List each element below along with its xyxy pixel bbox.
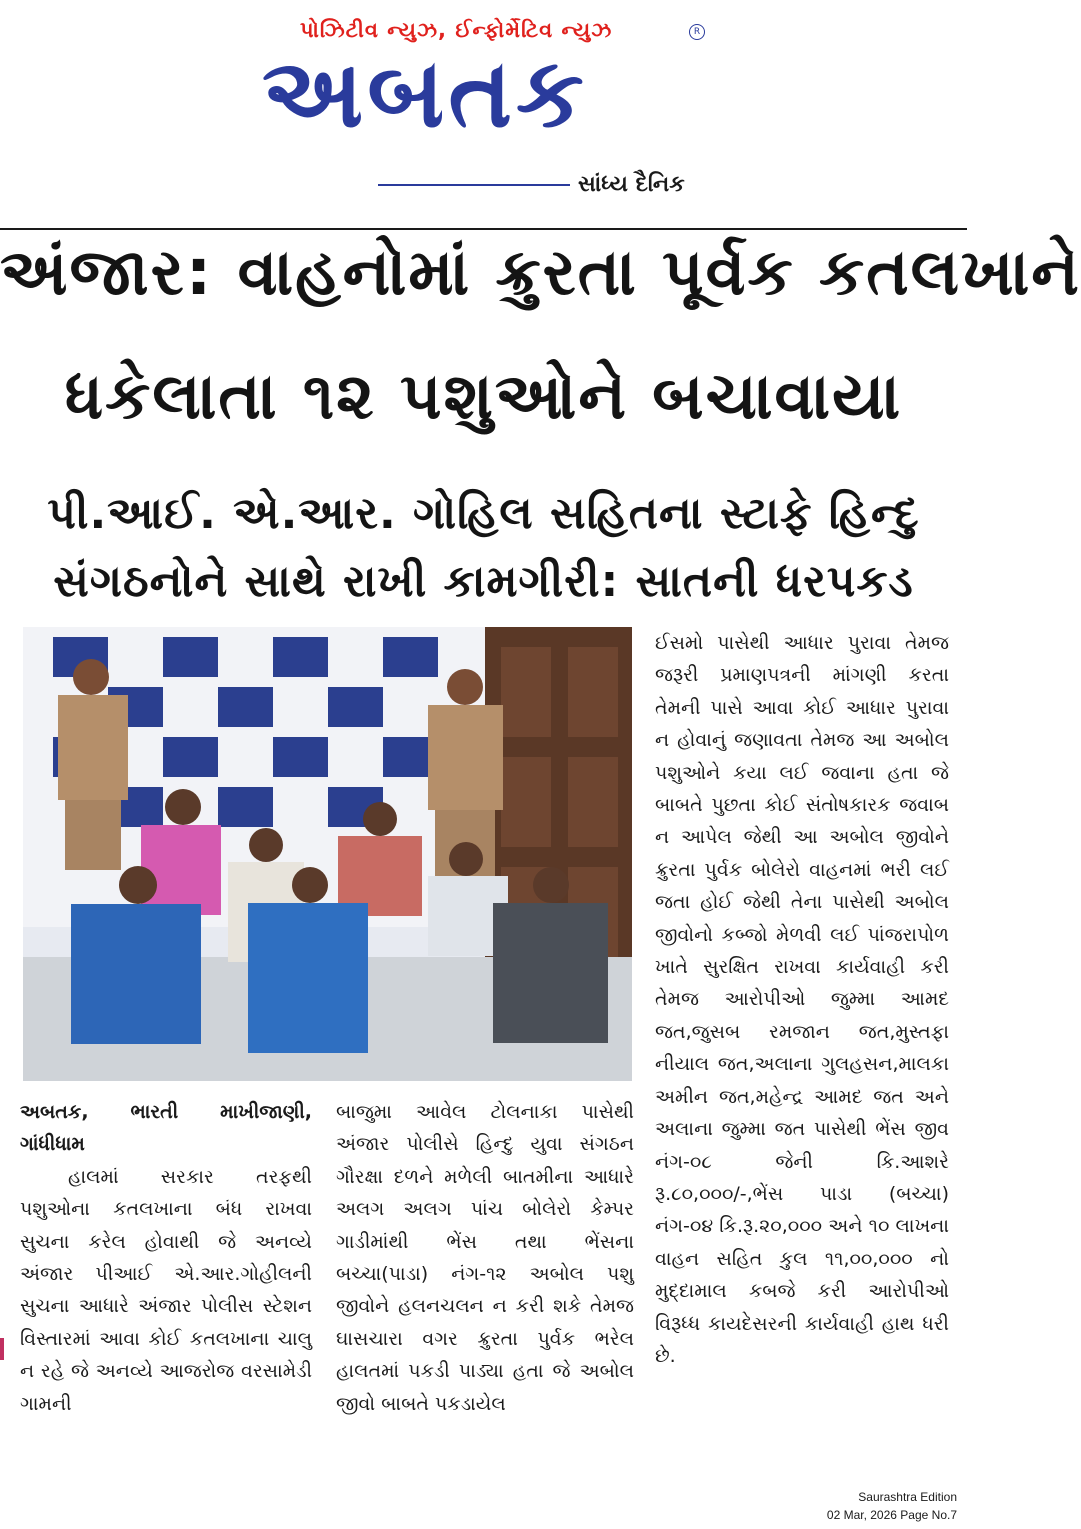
edge-mark (0, 1338, 4, 1360)
date-page-label: 02 Mar, 2026 Page No.7 (826, 1508, 957, 1522)
subhead-line-2: સંગઠનોને સાથે રાખી કામગીરી: સાતની ધરપકડ (53, 556, 914, 607)
article-column-3 (655, 627, 949, 1372)
article-paragraph: હાલમાં સરકાર તરફથી પશુઓના કતલખાના બંધ રાખવા સુચના કરેલ હોવાથી જે અનવ્યે અંજાર પીઆઈ એ.આર.ગોહીલની સુચના આધારે અંજાર પોલીસ સ્ટેશન વિસ્તારમાં આવા કોઈ કતલખાના ચાલુ ન રહે જે અનવ્યે આજરોજ વરસામેડી ગામની (20, 1165, 312, 1415)
edition-type: સાંધ્ય દૈનિક (578, 172, 685, 197)
article-paragraph: ઈસમો પાસેથી આધાર પુરાવા તેમજ જરૂરી પ્રમાણપત્રની માંગણી કરતા તેમની પાસે આવા કોઈ આધાર પુરાવા ન હોવાનું જણાવતા તેમજ આ અબોલ પશુઓને કયા લઈ જવાના હતા જે બાબતે પુછતા કોઈ સંતોષકારક જવાબ ન આપેલ જેથી આ અબોલ જીવોને ક્રુરતા પુર્વક બોલેરો વાહનમાં ભરી લઈ જતા હોઈ જેથી તેના પાસેથી અબોલ જીવોનો કબ્જો મેળવી લઈ પાંજરાપોળ ખાતે સુરક્ષિત રાખવા કાર્યવાહી કરી તેમજ આરોપીઓ જુમ્મા આમદ જત,જુસબ રમજાન જત,મુસ્તફા નીયાલ જત,અલાના ગુલહસન,માલકા અમીન જત,મહેન્દ્ર આમદ જત અને અલાના જુમ્મા જત પાસેથી ભેંસ જીવ નંગ-૦૮ જેની કિ.આશરે રૂ.૮૦,૦૦૦/-,ભેંસ પાડા (બચ્ચા) નંગ-૦૪ કિ.રૂ.૨૦,૦૦૦ અને ૧૦ લાખના વાહન સહિત કુલ ૧૧,૦૦,૦૦૦ નો મુદ્દામાલ કબજે કરી આરોપીઓ વિરૂધ્ધ કાયદેસરની કાર્યવાહી હાથ ધરી છે. (655, 632, 949, 1367)
article-column-1 (20, 1096, 312, 1420)
logo-rule (378, 184, 570, 186)
registered-mark-icon: R (689, 24, 705, 40)
subhead-line-1: પી.આઈ. એ.આર. ગોહિલ સહિતના સ્ટાફે હિન્દુ (47, 488, 920, 539)
headline-line-2: ધકેલાતા ૧૨ પશુઓને બચાવાયા (64, 360, 903, 434)
tagline: પોઝિટીવ ન્યુઝ, ઈન્ફોર્મેટિવ ન્યુઝ (300, 18, 613, 42)
newspaper-logo: અબતક (262, 37, 588, 149)
news-photo (23, 627, 632, 1081)
article-paragraph: બાજુમા આવેલ ટોલનાકા પાસેથી અંજાર પોલીસે હિન્દુ યુવા સંગઠન ગૌરક્ષા દળને મળેલી બાતમીના આધારે અલગ અલગ પાંચ બોલેરો કેમ્પર ગાડીમાંથી ભેંસ તથા ભેંસના બચ્ચા(પાડા) નંગ-૧૨ અબોલ પશુ જીવોને હલનચલન ન કરી શકે તેમજ ઘાસચારા વગર ક્રુરતા પુર્વક ભરેલ હાલતમાં પકડી પાડ્યા હતા જે અબોલ જીવો બાબતે પકડાયેલ (336, 1101, 634, 1415)
masthead-divider (0, 228, 967, 230)
edition-label: Saurashtra Edition (858, 1490, 957, 1504)
headline-line-1: અંજાર: વાહનોમાં ક્રુરતા પૂર્વક કતલખાને (0, 236, 1081, 310)
byline: અબતક, ભારતી માખીજાણી, ગાંધીધામ (20, 1101, 312, 1156)
article-column-2 (336, 1096, 634, 1420)
masthead (0, 0, 967, 215)
